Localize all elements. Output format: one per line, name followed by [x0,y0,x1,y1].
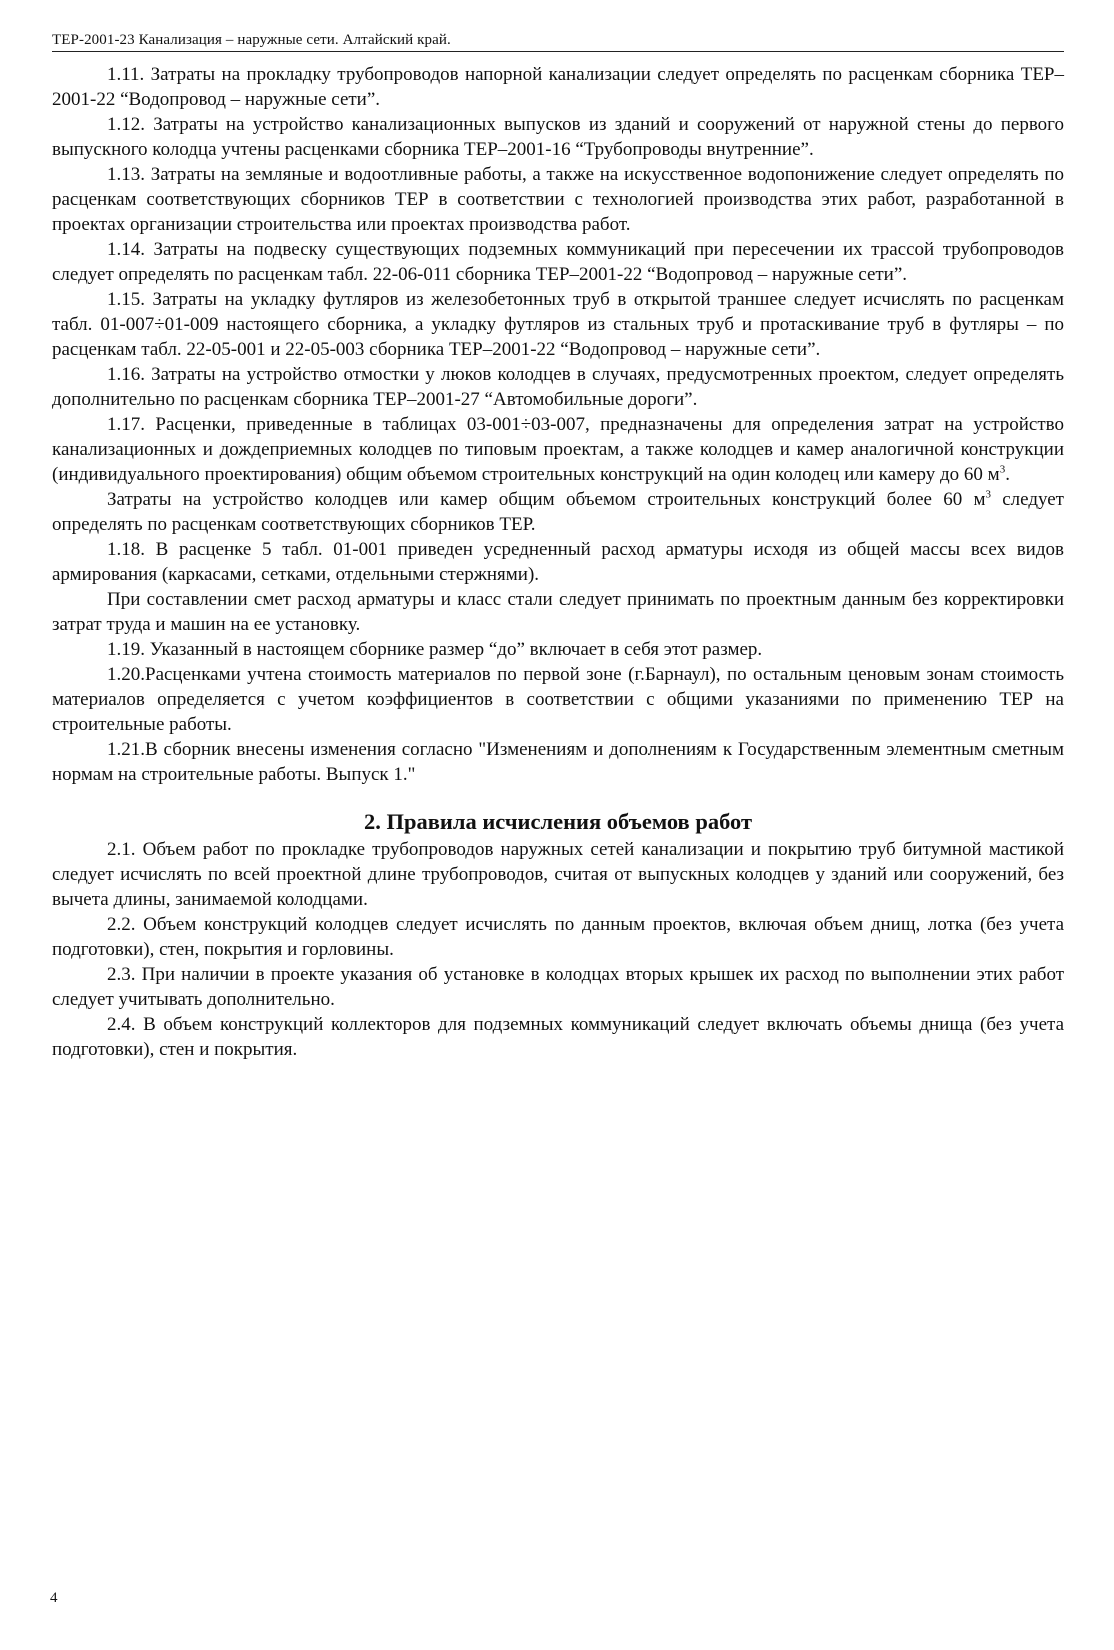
page-number: 4 [50,1590,58,1606]
running-header: ТЕР-2001-23 Канализация – наружные сети. Алтайский край. [52,30,1064,52]
paragraph-1-14: 1.14. Затраты на подвеску существующих подземных коммуникаций при пересечении их трассой трубопроводов следует определять по расценкам табл. 22-06-011 сборника ТЕР–2001-22 “Водопровод – наружные сети”. [52,239,1064,285]
superscript-cubic: 3 [999,463,1006,476]
superscript-cubic: 3 [985,488,991,501]
paragraph-2-1: 2.1. Объем работ по прокладке трубопроводов наружных сетей канализации и покрытию труб битумной мастикой следует исчислять по всей проектной длине трубопроводов, считая от выпускных колодцев у зданий или сооружений, без вычета длины, занимаемой колодцами. [52,839,1064,910]
paragraph-1-17 [52,412,1064,487]
paragraph-1-11: 1.11. Затраты на прокладку трубопроводов напорной канализации следует определять по расценкам сборника ТЕР–2001-22 “Водопровод – наружные сети”. [52,64,1064,110]
paragraph-1-13: 1.13. Затраты на земляные и водоотливные работы, а также на искусственное водопонижение следует определять по расценкам соответствующих сборников ТЕР в соответствии с технологией производства этих работ, разработанной в проектах организации строительства или проектах производства работ. [52,164,1064,235]
paragraph-1-15: 1.15. Затраты на укладку футляров из железобетонных труб в открытой траншее следует исчислять по расценкам табл. 01-007÷01-009 настоящего сборника, а укладку футляров из стальных труб и протаскивание труб в футляры – по расценкам табл. 22-05-001 и 22-05-003 сборника ТЕР–2001-22 “Водопровод – наружные сети”. [52,289,1064,360]
paragraph-2-2: 2.2. Объем конструкций колодцев следует исчислять по данным проектов, включая объем днищ, лотка (без учета подготовки), стен, покрытия и горловины. [52,914,1064,960]
paragraph-1-17-text: 1.17. Расценки, приведенные в таблицах 03-001÷03-007, предназначены для определения затрат на устройство канализационных и дождеприемных колодцев по типовым проектам, а также колодцев и камер аналогичной конструкции (индивидуального проектирования) общим объемом строительных конструкций на один колодец или камеру до 60 м [52,414,1064,485]
paragraph-1-16: 1.16. Затраты на устройство отмостки у люков колодцев в случаях, предусмотренных проектом, следует определять дополнительно по расценкам сборника ТЕР–2001-27 “Автомобильные дороги”. [52,364,1064,410]
paragraph-1-19: 1.19. Указанный в настоящем сборнике размер “до” включает в себя этот размер. [107,639,763,660]
paragraph-1-20: 1.20.Расценками учтена стоимость материалов по первой зоне (г.Барнаул), по остальным ценовым зонам стоимость материалов определяется с учетом коэффициентов в соответствии с общими указаниями по применению ТЕР на строительные работы. [52,664,1064,735]
paragraph-1-18: 1.18. В расценке 5 табл. 01-001 приведен усредненный расход арматуры исходя из общей массы всех видов армирования (каркасами, сетками, отдельными стержнями). [52,539,1064,585]
paragraph-1-17-end: . [1005,464,1010,485]
document-page [52,30,1064,1062]
paragraph-reinforcement: При составлении смет расход арматуры и класс стали следует принимать по проектным данным без корректировки затрат труда и машин на ее установку. [52,589,1064,635]
paragraph-over-60-start: Затраты на устройство колодцев или камер общим объемом строительных конструкций более 60 м [107,489,986,510]
paragraph-1-12: 1.12. Затраты на устройство канализационных выпусков из зданий и сооружений от наружной стены до первого выпускного колодца учтены расценками сборника ТЕР–2001-16 “Трубопроводы внутренние”. [52,114,1064,160]
paragraph-2-4: 2.4. В объем конструкций коллекторов для подземных коммуникаций следует включать объемы днища (без учета подготовки), стен и покрытия. [52,1014,1064,1060]
paragraph-over-60 [52,487,1064,537]
paragraph-2-3: 2.3. При наличии в проекте указания об установке в колодцах вторых крышек их расход по выполнении этих работ следует учитывать дополнительно. [52,964,1064,1010]
paragraph-over-60-end: следует определять по расценкам соответствующих сборников ТЕР. [52,489,1064,535]
paragraph-1-21: 1.21.В сборник внесены изменения согласно "Изменениям и дополнениям к Государственным элементным сметным нормам на строительные работы. Выпуск 1." [52,739,1064,785]
section-2-title: 2. Правила исчисления объемов работ [363,809,753,834]
document-body [52,62,1064,1062]
